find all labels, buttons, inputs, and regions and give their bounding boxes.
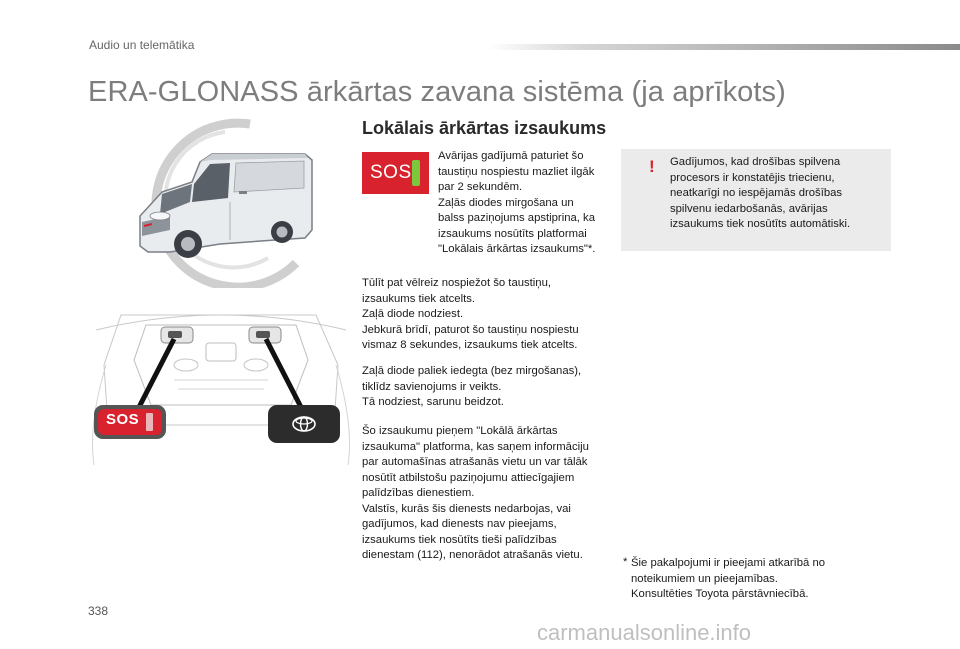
page-number: 338 — [88, 604, 109, 618]
sos-button-label: SOS — [370, 162, 412, 183]
airbag-note-text: Gadījumos, kad drošības spilvena procesors ir konstatējis triecienu, neatkarīgi no iespējamās drošības spilvenu iedarbošanās, avārijas izsaukums tiek nosūtīts automātiski. — [670, 156, 851, 230]
watermark: carmanualsonline.info — [537, 620, 752, 645]
paragraph-press-button: Avārijas gadījumā paturiet šo taustiņu nospiestu mazliet ilgāk par 2 sekundēm. Zaļās diodes mirgošana un balss paziņojums apstiprina, ka izsaukums nosūtīts platformai "Lokālais ārkārtas izsaukums"*. — [438, 150, 596, 255]
van-illustration — [100, 118, 315, 288]
airbag-note — [621, 149, 891, 251]
paragraph-cancel-call: Tūlīt pat vēlreiz nospiežot šo taustiņu, izsaukums tiek atcelts. Zaļā diode nodziest. Jebkurā brīdī, paturot šo taustiņu nospiestu vismaz 8 sekundes, izsaukums tiek atcelts. — [362, 277, 579, 351]
overhead-console-illustration — [86, 305, 356, 470]
green-led-icon — [412, 160, 420, 186]
paragraph-platform-info: Šo izsaukumu pieņem "Lokālā ārkārtas izsaukuma" platforma, kas saņem informāciju par automašīnas atrašanās vietu un var tālāk nosūtīt atbilstošu paziņojumu attiecīgajiem palīdzības dienestiem. Valstīs, kurās šis dienests nedarbojas, vai gadījumos, kad dienests nav pieejams, izsaukums tiek nosūtīts tieši palīdzības dienestam (112), nenorādot atrašanās vietu. — [362, 425, 589, 561]
section-label: Audio un telemātika — [89, 38, 195, 52]
warning-icon: ! — [649, 157, 655, 176]
footnote-star: * — [623, 556, 628, 568]
header-bar — [488, 44, 960, 50]
sos-button — [362, 152, 429, 194]
section-heading: Lokālais ārkārtas izsaukums — [362, 118, 607, 138]
footnote-text: Šie pakalpojumi ir pieejami atkarībā no noteikumiem un pieejamības. Konsultēties Toyota pārstāvniecībā. — [631, 557, 826, 600]
paragraph-led-status: Zaļā diode paliek iedegta (bez mirgošanas), tiklīdz savienojums ir veikts. Tā nodziest, sarunu beidzot. — [362, 365, 582, 408]
panel-sos-label: SOS — [106, 411, 140, 428]
page-title: ERA-GLONASS ārkārtas zavana sistēma (ja aprīkots) — [88, 76, 786, 108]
